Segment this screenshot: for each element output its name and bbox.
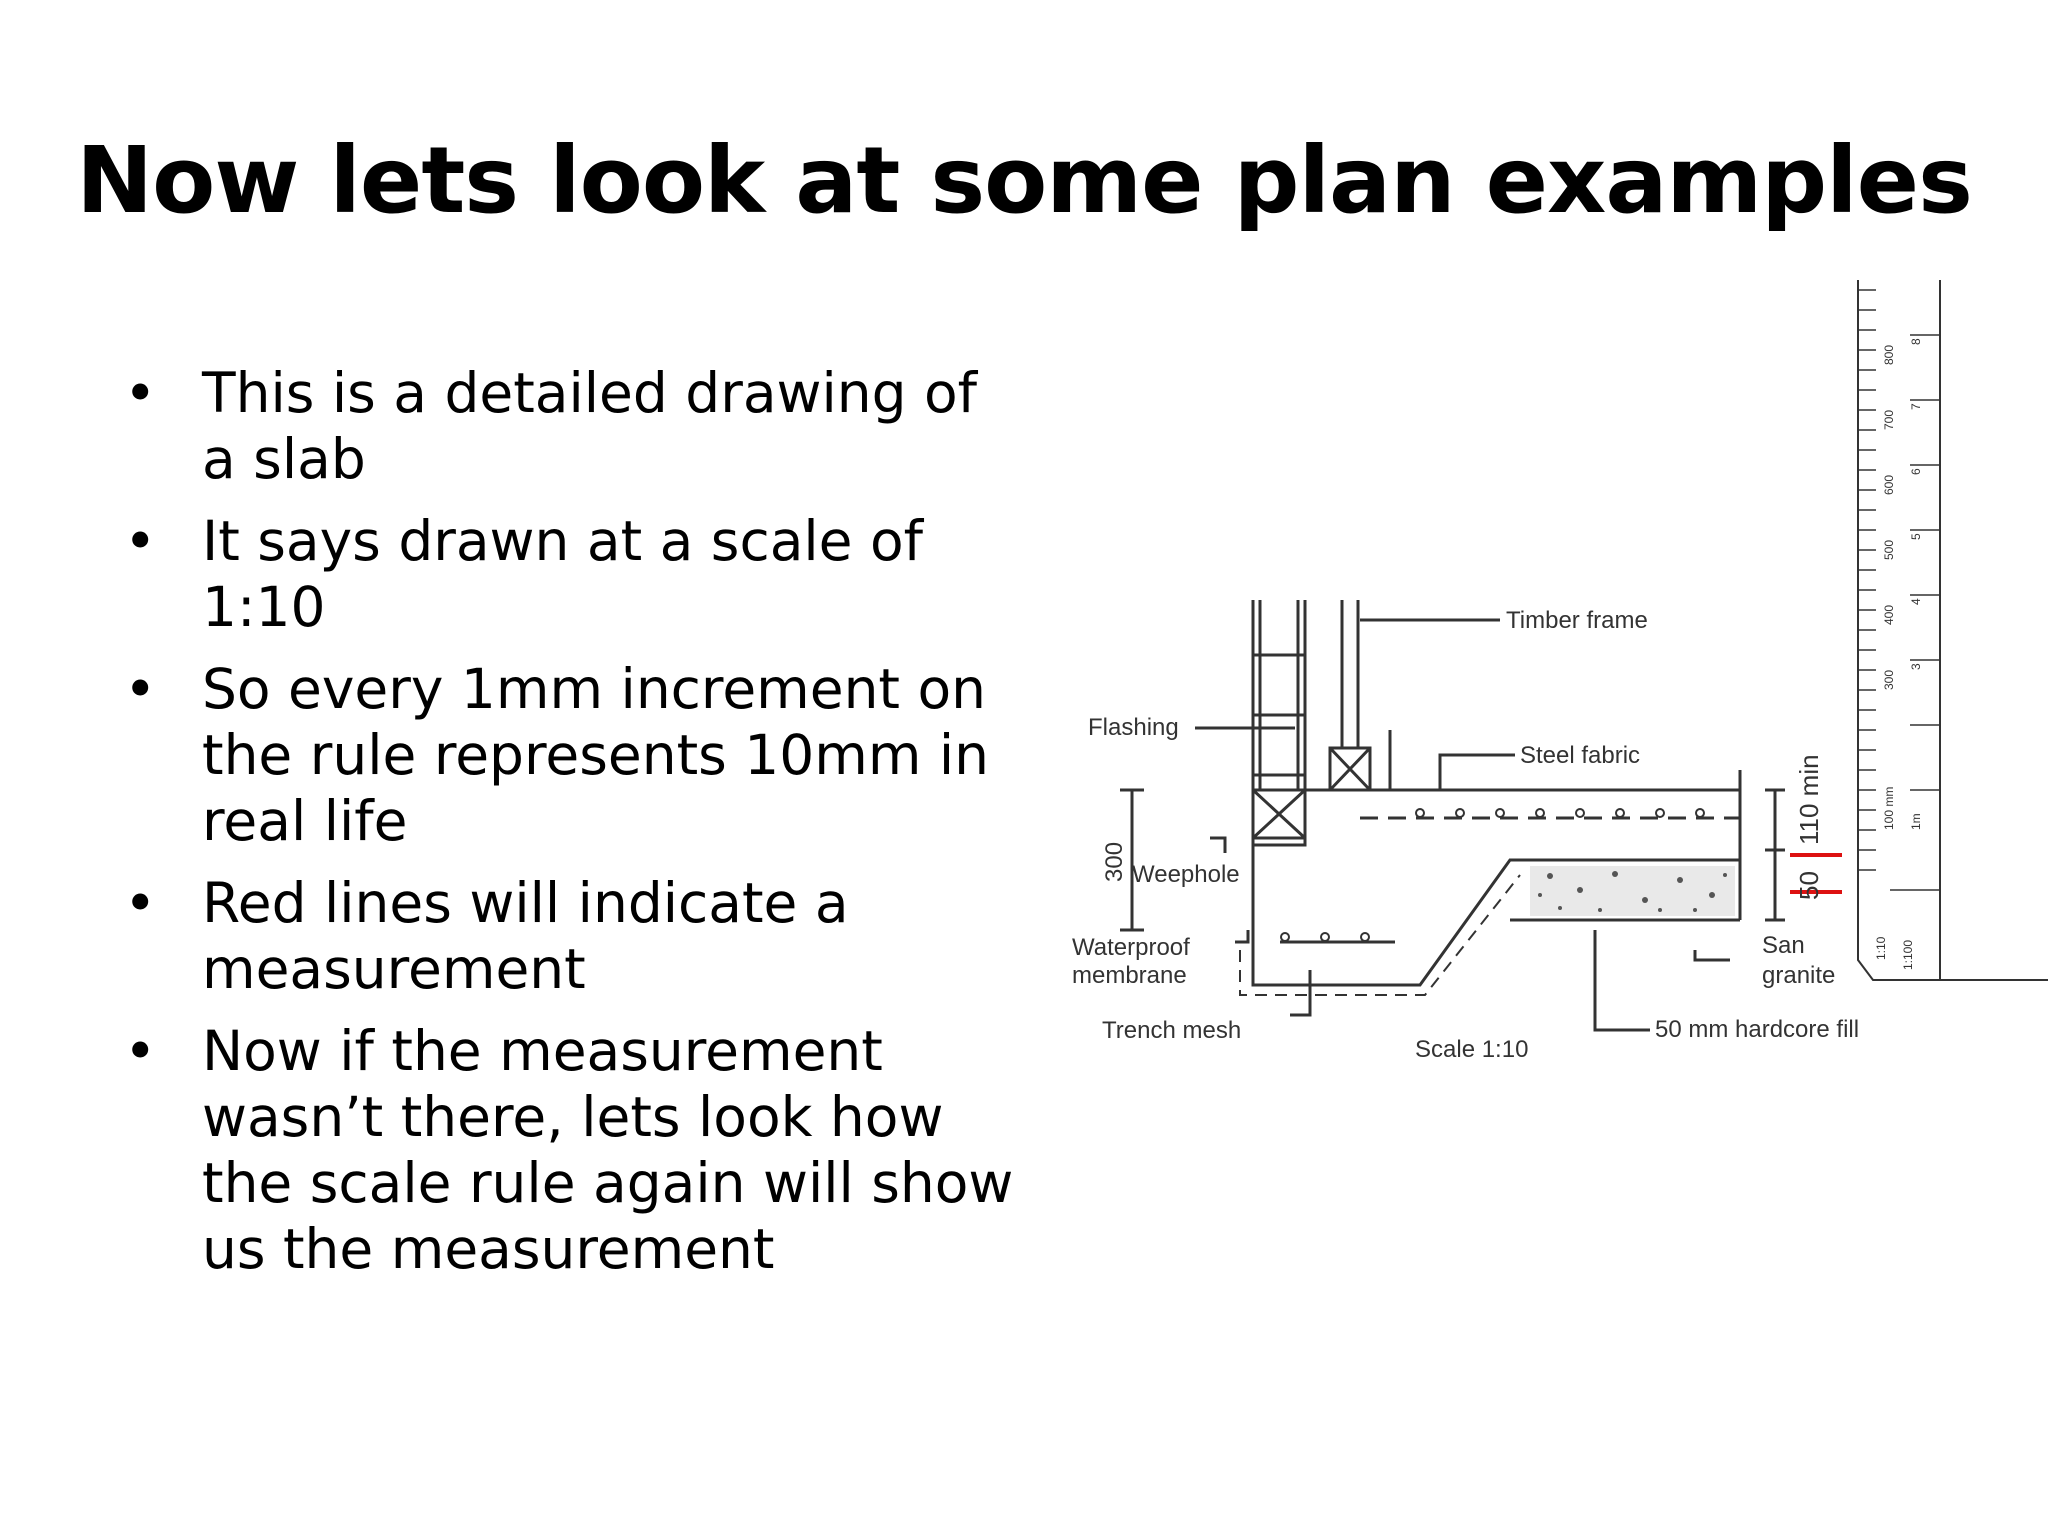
scale-rule xyxy=(1858,280,2048,980)
bullet-icon: • xyxy=(124,361,157,425)
ruler-mm-label: 800 xyxy=(1882,344,1896,365)
flashing-label: Flashing xyxy=(1088,714,1179,741)
scale-label: Scale 1:10 xyxy=(1415,1036,1529,1063)
bullet-text: So every 1mm increment on the rule represents 10mm in real life xyxy=(202,657,990,853)
ruler-m-label: 1m xyxy=(1909,813,1923,830)
ruler-mm-label: 300 xyxy=(1882,669,1896,690)
bullet-icon: • xyxy=(124,509,157,573)
bullet-text: Now if the measurement wasn’t there, lets look how the scale rule again will show us the measurement xyxy=(202,1019,1014,1281)
ruler-mm-label: 600 xyxy=(1882,474,1896,495)
ruler-m-label: 3 xyxy=(1909,663,1923,670)
ruler-mm-label: 100 mm xyxy=(1882,786,1896,830)
bullet-item xyxy=(118,870,1018,1002)
bullet-item xyxy=(118,1018,1018,1282)
drawing-lines xyxy=(1120,600,1785,1030)
membrane-label: membrane xyxy=(1072,962,1187,989)
ruler-mm-label: 700 xyxy=(1882,409,1896,430)
ruler-m-label: 5 xyxy=(1909,533,1923,540)
ruler-mm-label: 500 xyxy=(1882,539,1896,560)
bullet-icon: • xyxy=(124,657,157,721)
ruler-m-label: 4 xyxy=(1909,598,1923,605)
hardcore-fill-texture xyxy=(1530,866,1735,916)
dim-110-label: 110 min xyxy=(1794,754,1824,845)
bullet-text: This is a detailed drawing of a slab xyxy=(202,361,978,491)
steel-fabric-label: Steel fabric xyxy=(1520,742,1641,769)
timber-frame-label: Timber frame xyxy=(1506,607,1648,634)
bullet-icon: • xyxy=(124,1019,157,1083)
scale-rule-labels xyxy=(1874,338,1923,970)
bullet-item xyxy=(118,656,1018,854)
bullet-item xyxy=(118,360,1018,492)
granite-label: granite xyxy=(1762,962,1836,989)
weephole-label: Weephole xyxy=(1132,861,1240,888)
hardcore-label: 50 mm hardcore fill xyxy=(1655,1016,1860,1043)
ruler-scale-label: 1:100 xyxy=(1901,939,1915,970)
ruler-m-label: 6 xyxy=(1909,468,1923,475)
waterproof-label: Waterproof xyxy=(1072,934,1190,961)
trench-mesh-label: Trench mesh xyxy=(1102,1017,1242,1044)
bullet-text: Red lines will indicate a measurement xyxy=(202,871,849,1001)
ruler-mm-label: 400 xyxy=(1882,604,1896,625)
bullet-text: It says drawn at a scale of 1:10 xyxy=(202,509,924,639)
ruler-m-label: 7 xyxy=(1909,403,1923,410)
sand-label: San xyxy=(1762,932,1805,959)
dim-300-label: 300 xyxy=(1101,841,1128,882)
dim-50-label: 50 xyxy=(1794,871,1824,900)
slide-title: Now lets look at some plan examples xyxy=(76,127,1972,234)
bullet-item xyxy=(118,508,1018,640)
bullet-list xyxy=(118,360,1018,1298)
bullet-icon: • xyxy=(124,871,157,935)
ruler-scale-label: 1:10 xyxy=(1874,936,1888,960)
ruler-m-label: 8 xyxy=(1909,338,1923,345)
slab-detail-drawing xyxy=(1040,270,2048,1090)
